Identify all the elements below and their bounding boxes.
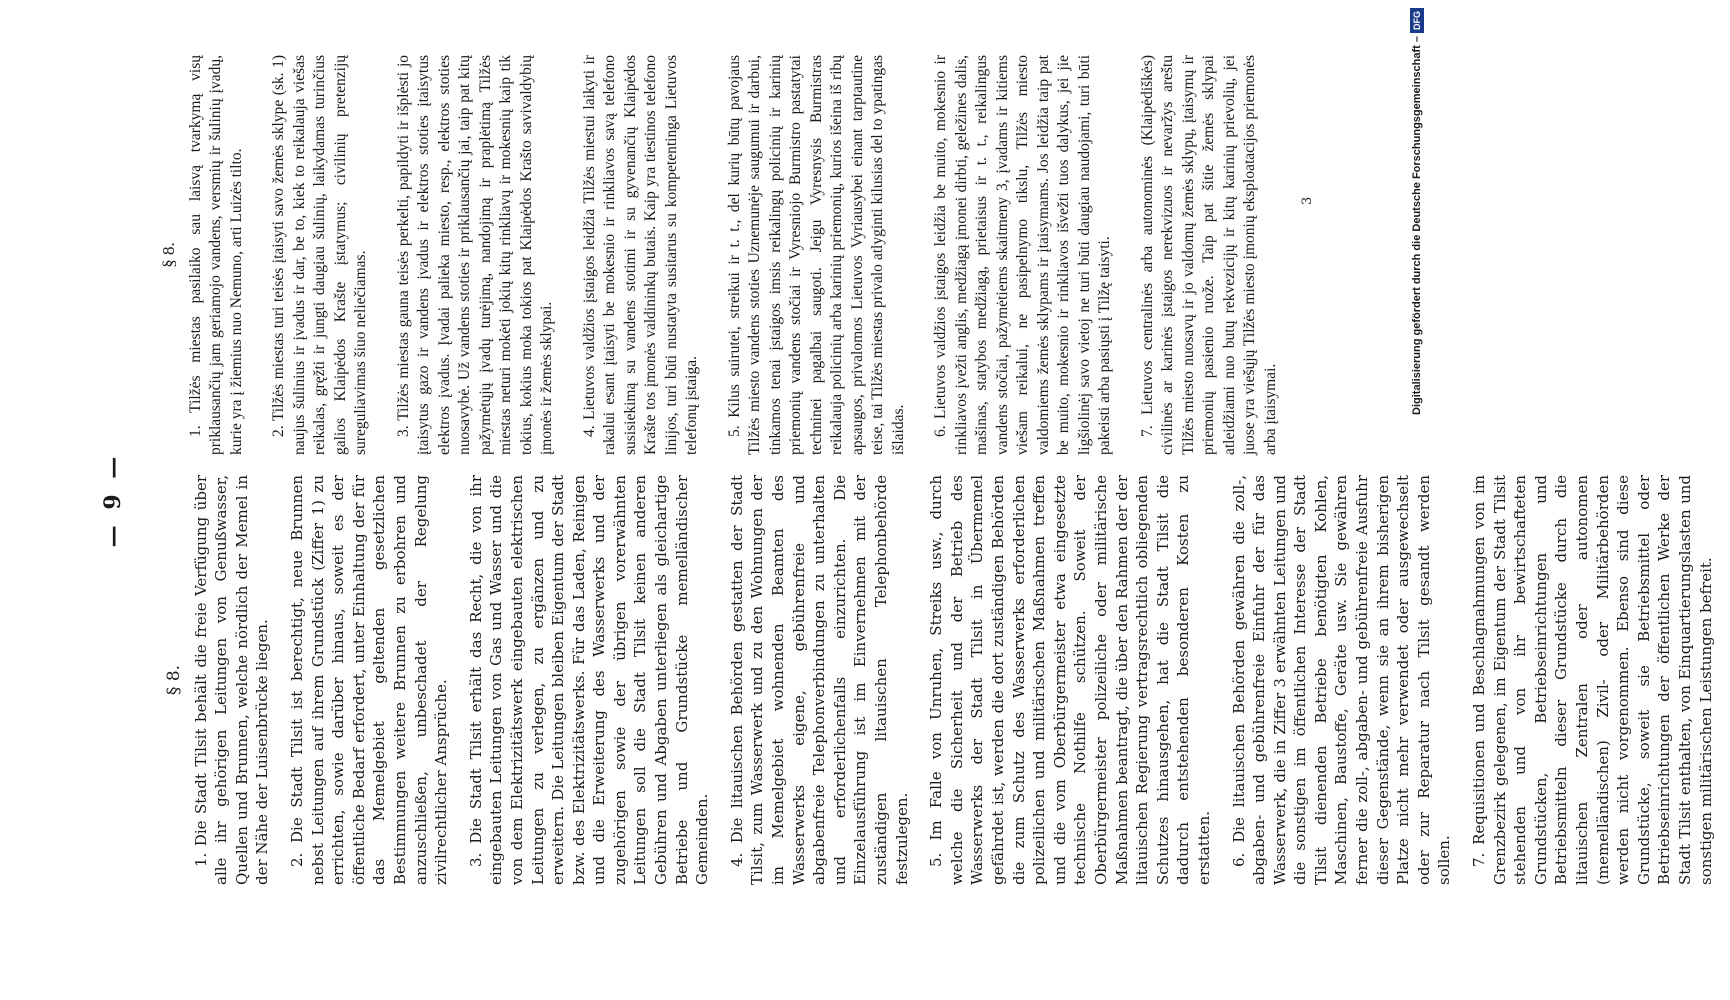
german-paragraph-1: 1. Die Stadt Tilsit behält die freie Verfügung über alle ihr gehörigen Leitungen von Genußwasser, Quellen und Brunnen, welche nördlich der Memel in der Nähe der Luisenbrücke liegen. [191,475,272,885]
german-column [160,475,1730,885]
page-number-header: — 9 — [100,452,126,548]
digitization-footer [1404,8,1430,992]
footer-text: Digitalisierung gefördert durch die Deutsche Forschungsgemeinschaft – [1411,36,1423,415]
lithuanian-paragraph-1: 1. Tilžės miestas pasilaiko sau laisvą tvarkymą visų priklausančių jam geriamojo vandens, versmių ir šulinių įvadų, kurie yra į žiemius nuo Nemuno, arti Luizės tilto. [186,55,245,455]
german-paragraph-6: 6. Die litauischen Behörden gewähren die zoll-, abgaben- und gebührenfreie Einfuhr der für das Wasserwerk, die in Ziffer 3 erwähnten Leitungen und die sonstigen im öffentlichen Interesse der Stadt Tilsit dienenden Betriebe benötigten Kohlen, Maschinen, Baustoffe, Geräte usw. Sie gewähren ferner die zoll-, abgaben- und gebührenfreie Ausfuhr dieser Gegenstände, wenn sie an ihrem bisherigen Platze nicht mehr verwendet oder ausgewechselt oder zur Reparatur nach Tilsit gesandt werden sollen. [1229,475,1454,885]
german-paragraph-7: 7. Requisitionen und Beschlagnahmungen von im Grenzbezirk gelegenen, im Eigentum der Stadt Tilsit stehenden und von ihr bewirtschafteten Grundstücken, Betriebseinrichtungen und Betriebsmitteln dieser Grundstücke durch die litauischen Zentralen oder autonomen (memelländischen) Zivil- oder Militärbehörden werden nicht vorgenommen. Ebenso sind diese Grundstücke, soweit sie Betriebsmittel oder Betriebseinrichtungen der öffentlichen Werke der Stadt Tilsit enthalten, von Einquartierungslasten und sonstigen militärischen Leistungen befreit. [1470,475,1715,885]
dfg-logo: DFG [1410,8,1424,33]
lithuanian-column [155,55,1303,455]
lithuanian-paragraph-3: 3. Tilžės miestas gauna teisės perkelti, papildyti ir išplėsti jo įtaisytus gazo ir vandens įvadus ir elektros stoties įtaisytus elektros įvadus. Įvadai palieka miesto, resp., elektros stoties nuosavybė. Už vandens stoties ir priklausančių jai, taip pat kitų pažymėtųjų įvadų turėjimą, nandojimą ir praplėtimą Tilžės miestas neturi mokėti jokių kitų rinkliavų ir mokesnių kaip tik tokius, kokius moka tokios pat Klaipėdos Krašto savivaldybių įmonės ir žemės sklypai. [394,55,555,455]
lithuanian-paragraph-4: 4. Lietuvos valdžios įstaigos leidžia Tilžės miestui laikyti ir rakalui esant įtaisyti be mokesnio ir rinkliavos savą telefono susisiekimą su vandens stotimi ir su gyvenančių Klaipėdos Krašte tos įmonės valdininkų butais. Kaip yra tiestinos telefono linijos, turi būti nustatyta susitarus su kompetentinga Lietuvos telefonų įstaiga. [580,55,700,455]
lithuanian-paragraph-6: 6. Lietuvos valdžios įstaigos leidžia be muito, mokesnio ir rinkliavos įvežti anglis, medžiagą įmonei dirbti, geležines dalis, mašinas, statybos medžiagą, prietaisus ir t. t., reikalingus vandens stočiai, pažymėtiems skaitmeny 3, įvadams ir kitiems viešam reikalui, ne pasipelnymo tikslu, Tilžės miesto valdomiems žemės sklypams ir įtaisymams. Jos leidžia taip pat be muito, mokesnio ir rinkliavos išvežti tuos dalykus, jei jie ligšiolinėj savo vietoj ne turi būti daugiau naudojami, turi būti pakeisti arba pasiųsti į Tilžę taisyti. [932,55,1113,455]
german-paragraph-4: 4. Die litauischen Behörden gestatten der Stadt Tilsit, zum Wasserwerk und zu den Wohnungen der im Memelgebiet wohnenden Beamten des Wasserwerks eigene, gebührenfreie und abgabenfreie Telephonverbindungen zu unterhalten und erforderlichenfalls einzurichten. Die Einzelausführung ist im Einvernehmen mit der zuständigen litauischen Telephonbehörde festzulegen. [727,475,911,885]
lithuanian-section-heading: § 8. [159,242,178,268]
lithuanian-paragraph-7: 7. Lietuvos centralinės arba autonominės (Klaipėdiškės) civilinės ar karinės įstaigos nerekvizuos ir nevaržys areštu Tilžės miesto nuosavų ir jo valdomų žemės sklypų, įtaisymų ir priemonių pasienio ruože. Taip pat šitie žemės sklypai atleidžiami nuo butų rekvezicijų ir kitų karinių prievolių, jei juose yra viešųjų Tilžės miesto įmonių eksploatacijos priemonės arba įtaisymai. [1138,55,1279,455]
german-paragraph-5: 5. Im Falle von Unruhen, Streiks usw., durch welche die Sicherheit und der Betrieb des Wasserwerks der Stadt Tilsit in Übermemel gefährdet ist, werden die dort zuständigen Behörden die zum Schutz des Wasserwerks erforderlichen polizeilichen und militärischen Maßnahmen treffen und die vom Oberbürgermeister etwa eingesetzte technische Nothilfe schützen. Soweit der Oberbürgermeister polizeiliche oder militärische Maßnahmen beantragt, die über den Rahmen der der litauischen Regierung vertragsrechtlich obliegenden Schutzes hinausgehen, hat die Stadt Tilsit die dadurch entstehenden besonderen Kosten zu erstatten. [927,475,1213,885]
lithuanian-paragraph-5: 5. Kilus suirutei, streikui ir t. t., del kurių būtų pavojaus Tilžės miesto vandens stoties Uznemunėje saugumui ir darbui, tinkamos tenai įstaigos imsis reikalingų policinių ir karinių priemonių vandens stočiai ir Vyresniojo Burmistro pastatytai techninei pagalbai saugoti. Jeigu Vyresnysis Burmistras reikalauja policinių arba karinių priemonių, kurios išeina iš ribų apsaugos, privalomos Lietuvos Vyriausybei einant tarptautine teise, tai Tilžės miestas privalo atlyginti kilusias del to ypatingas išlaidas. [725,55,907,455]
german-paragraph-3: 3. Die Stadt Tilsit erhält das Recht, die von ihr eingebauten Leitungen von Gas und Wasser und die von dem Elektrizitätswerk eingebauten elektrischen Leitungen zu verlegen, zu ergänzen und zu erweitern. Die Leitungen bleiben Eigentum der Stadt bzw. des Elektrizitätswerks. Für das Laden, Reinigen und die Erweiterung des Wasserwerks und der zugehörigen sowie der übrigen vorerwähnten Leitungen soll die Stadt Tilsit keinen anderen Gebühren und Abgaben unterliegen als gleichartige Betriebe und Grundstücke memelländischer Gemeinden. [466,475,712,885]
german-section-heading: § 8. [164,664,184,696]
german-paragraph-2: 2. Die Stadt Tilsit ist berechtigt, neue Brunnen nebst Leitungen auf ihrem Grundstück (Ziffer 1) zu errichten, sowie darüber hinaus, soweit es der öffentliche Bedarf erfordert, unter Einhaltung der für das Memelgebiet geltenden gesetzlichen Bestimmungen weitere Brunnen zu erbohren und anzuschließen, unbeschadet der Regelung zivilrechtlicher Ansprüche. [287,475,451,885]
footer-text-container [1404,8,1430,992]
page-footer-number: 3 [1300,196,1315,205]
lithuanian-paragraph-2: 2. Tilžės miestas turi teisės įtaisyti savo žemės sklype (sk. 1) naujus šulinius ir įvadus ir dar, be to, kiek to reikalauja viešas reikalas, gręžti ir jungti daugiau šulinių, laikydamas turinčius galios Klaipėdos Krašte įstatymus; civilinių pretenzijų sureguliavimas šiuo neliečiamas. [270,55,369,455]
